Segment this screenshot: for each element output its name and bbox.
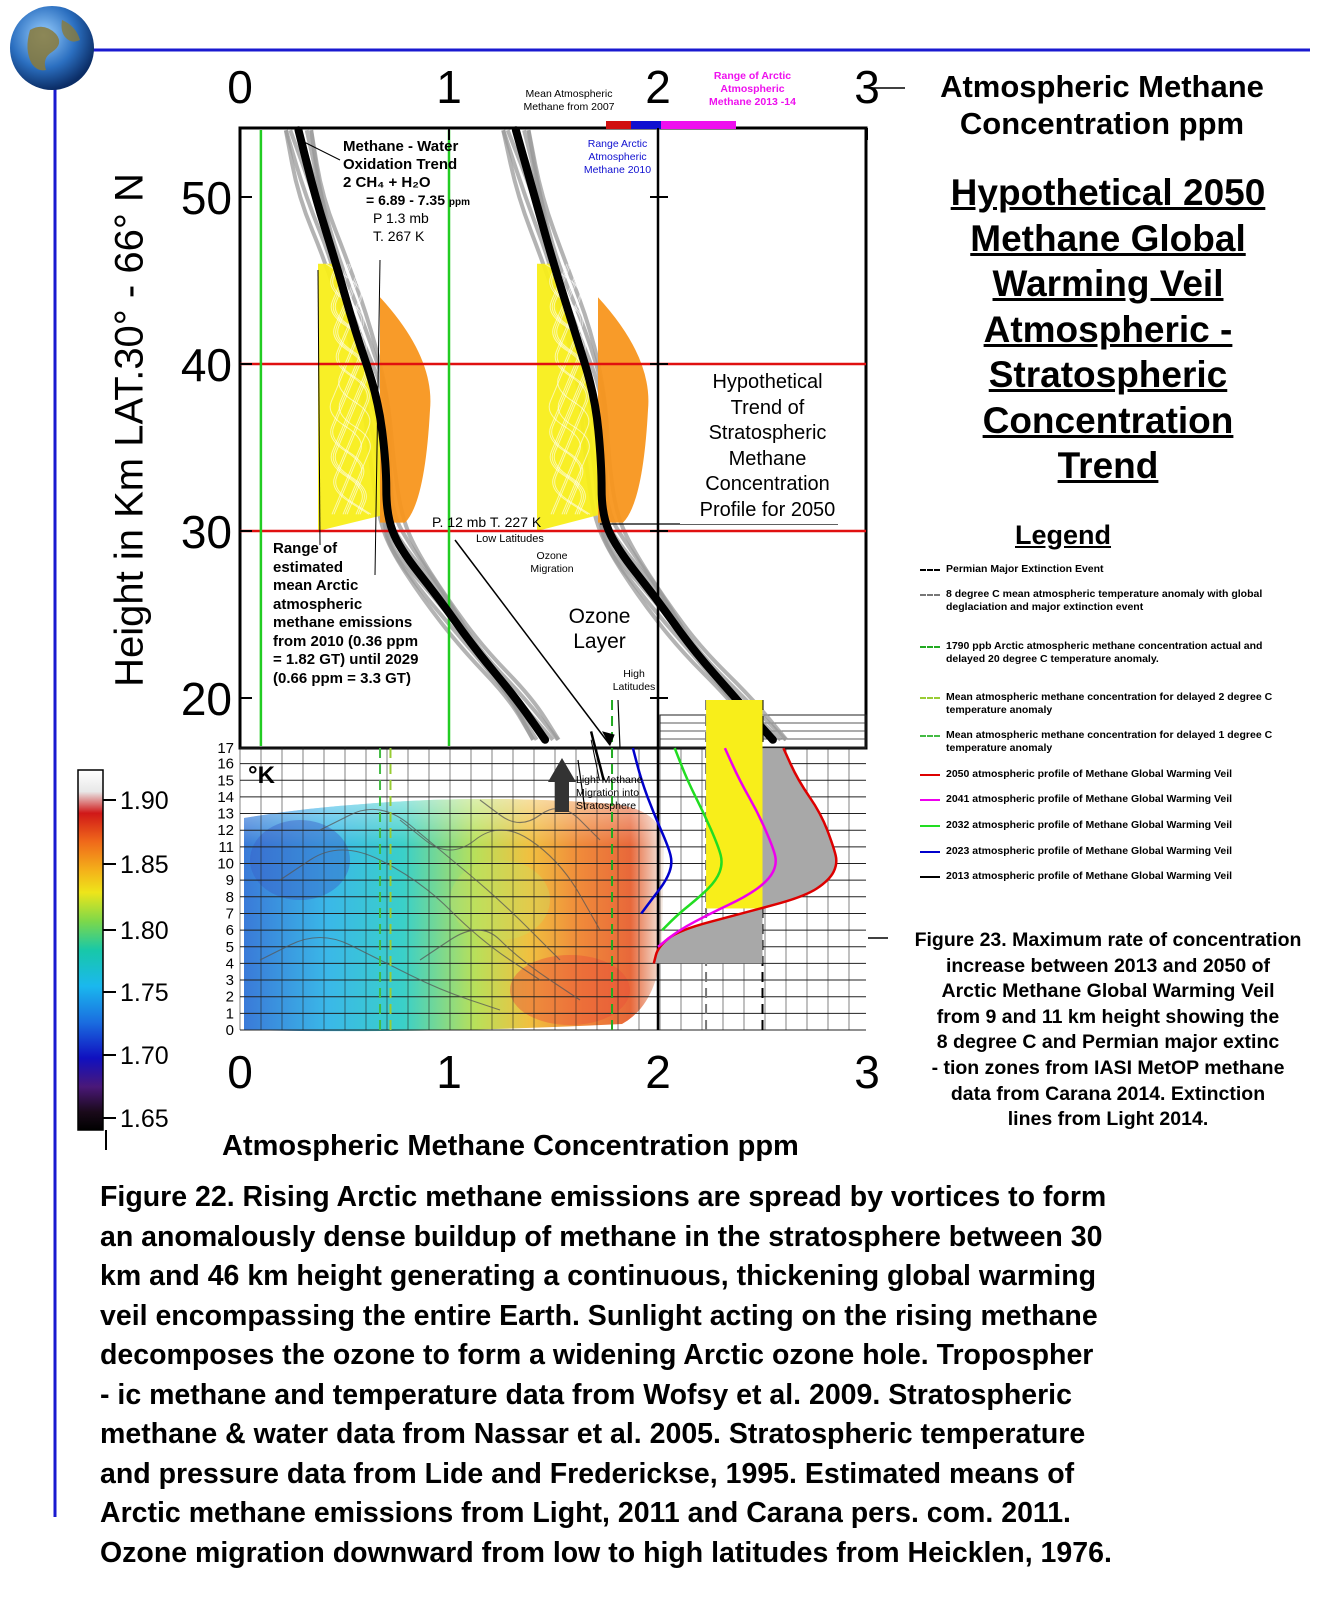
legend-label: 2013 atmospheric profile of Methane Global Warming Veil	[946, 870, 1233, 882]
legend-label: Mean atmospheric methane concentration for delayed 2 degree C temperature anomaly	[946, 691, 1273, 716]
top-axis-label: Atmospheric Methane Concentration ppm	[940, 69, 1264, 141]
caption-line: km and 46 km height generating a continuous, thickening global warming	[100, 1260, 1097, 1292]
caption-line: veil encompassing the entire Earth. Sunlight acting on the rising methane	[100, 1299, 1098, 1332]
caption-line: 8 degree C and Permian major extinc	[936, 1031, 1280, 1054]
legend-item	[946, 729, 1286, 755]
y-minor-tick-label: 16	[217, 755, 234, 773]
legend-swatch	[920, 569, 940, 571]
y-axis-label: Height in Km LAT.30° - 66° N	[107, 173, 152, 687]
legend-label: 2023 atmospheric profile of Methane Global Warming Veil	[946, 845, 1233, 857]
caption-line: lines from Light 2014.	[1007, 1108, 1209, 1131]
caption-line: increase between 2013 and 2050 of	[945, 954, 1271, 977]
title-line: Concentration	[982, 399, 1234, 441]
caption-line: Arctic Methane Global Warming Veil	[941, 980, 1275, 1003]
pressure-mid: P. 12 mb T. 227 K	[432, 514, 542, 530]
y-major-tick-label: 40	[180, 339, 232, 391]
caption-line: decomposes the ozone to form a widening Arctic ozone hole. Tropospher	[100, 1339, 1094, 1371]
top-x-tick-label: 0	[227, 61, 253, 113]
oxidation-title2: Oxidation Trend	[343, 156, 458, 173]
bottom-x-tick-label: 3	[854, 1046, 880, 1098]
title-line: Methane Global	[970, 217, 1246, 259]
y-minor-tick-label: 4	[225, 955, 234, 973]
colorbar-tick-label: 1.85	[120, 851, 169, 879]
trend-line: Concentration	[705, 473, 830, 496]
range-line: mean Arctic	[273, 577, 359, 594]
legend-label: 1790 ppb Arctic atmospheric methane concentration actual and delayed 20 degree C temperature anomaly.	[946, 640, 1263, 665]
colorbar-tick-label: 1.80	[120, 917, 169, 945]
title-line: Warming Veil	[992, 263, 1224, 304]
trend-line: Profile for 2050	[699, 498, 836, 521]
ozone-migration-label: Ozone Migration	[530, 550, 574, 575]
mean-2007-label: Mean Atmospheric Methane from 2007	[523, 88, 615, 113]
globe-icon	[10, 6, 94, 90]
legend-item	[946, 691, 1286, 717]
legend-item	[946, 870, 1286, 883]
y-minor-tick-label: 12	[217, 822, 234, 840]
bottom-x-tick-label: 1	[436, 1046, 462, 1098]
y-major-tick-label: 50	[180, 172, 232, 224]
legend-item	[946, 640, 1286, 666]
oxidation-title: Methane - Water	[343, 138, 459, 155]
y-minor-tick-label: 0	[225, 1022, 234, 1039]
legend-swatch	[920, 774, 940, 776]
y-minor-tick-label: 13	[217, 805, 234, 823]
y-minor-tick-label: 6	[225, 922, 234, 940]
legend-label: 2041 atmospheric profile of Methane Global Warming Veil	[946, 793, 1233, 805]
legend-item	[946, 588, 1286, 614]
legend-swatch	[920, 851, 940, 853]
caption-line: Arctic methane emissions from Light, 2011 and Carana pers. com. 2011.	[100, 1497, 1071, 1529]
high-latitudes-label: High Latitudes	[612, 668, 656, 693]
colorbar-tick-label: 1.70	[120, 1042, 169, 1070]
low-latitudes-label: Low Latitudes	[476, 533, 544, 545]
trend-line: Stratospheric	[708, 422, 827, 445]
caption-line: Ozone migration downward from low to high latitudes from Heicklen, 1976.	[100, 1536, 1112, 1569]
range-line: = 1.82 GT) until 2029	[273, 651, 419, 668]
caption-line: an anomalously dense buildup of methane in the stratosphere between 30	[100, 1220, 1103, 1253]
oxidation-range-value: = 6.89 - 7.35	[366, 192, 446, 208]
trend-line: Trend of	[730, 396, 805, 419]
range-2013-label: Range of Arctic Atmospheric Methane 2013 -14	[709, 70, 796, 108]
legend-item	[946, 563, 1286, 576]
legend-label: 2050 atmospheric profile of Methane Global Warming Veil	[946, 768, 1233, 780]
range-line: Range of	[273, 540, 338, 557]
temperature-top: T. 267 K	[373, 228, 425, 244]
y-minor-tick-label: 14	[217, 788, 234, 806]
legend-item	[946, 793, 1286, 806]
legend-swatch	[920, 825, 940, 827]
bottom-x-tick-label: 0	[227, 1046, 253, 1098]
title-line: Stratospheric	[988, 354, 1228, 395]
title-line: Hypothetical 2050	[950, 172, 1266, 213]
top-range-bars	[606, 121, 736, 129]
caption-line: data from Carana 2014. Extinction	[950, 1082, 1266, 1105]
title-line: Atmospheric -	[983, 308, 1233, 350]
hypothetical-trend-label	[680, 370, 855, 524]
range-line: atmospheric	[273, 595, 363, 613]
legend-label: Permian Major Extinction Event	[946, 563, 1104, 575]
top-x-tick-label: 3	[854, 61, 880, 113]
caption-line: - tion zones from IASI MetOP methane	[931, 1056, 1285, 1079]
figure-23-caption	[888, 928, 1328, 1133]
y-minor-tick-label: 15	[217, 772, 234, 790]
legend-swatch	[920, 735, 940, 737]
legend-label: 8 degree C mean atmospheric temperature anomaly with global deglaciation and major extinction event	[946, 588, 1263, 613]
legend-item	[946, 819, 1286, 832]
y-minor-tick-label: 10	[217, 855, 234, 873]
caption-line: Figure 22. Rising Arctic methane emissions are spread by vortices to form	[100, 1181, 1107, 1213]
y-minor-tick-label: 3	[225, 972, 234, 990]
legend-label: 2032 atmospheric profile of Methane Global Warming Veil	[946, 819, 1233, 831]
range-2010-label: Range Arctic Atmospheric Methane 2010	[583, 138, 652, 176]
range-line: methane emissions	[273, 614, 413, 631]
top-x-tick-label: 1	[436, 61, 462, 113]
y-minor-tick-label: 2	[225, 988, 234, 1006]
kelvin-label: °K	[248, 762, 275, 789]
legend-swatch	[920, 697, 940, 699]
y-major-tick-label: 20	[180, 673, 232, 725]
range-estimated-label	[273, 540, 453, 688]
pressure-top: P 1.3 mb	[373, 210, 429, 226]
y-minor-tick-label: 5	[225, 938, 234, 956]
legend-item	[946, 845, 1286, 858]
range-line: estimated	[273, 558, 344, 576]
oxidation-unit: ppm	[448, 197, 471, 208]
legend-swatch	[920, 876, 940, 878]
caption-line: Figure 23. Maximum rate of concentration	[914, 929, 1302, 951]
colorbar-tick-label: 1.65	[120, 1105, 169, 1133]
top-x-tick-label: 2	[645, 61, 671, 113]
colorbar-ticks	[103, 787, 169, 1150]
y-minor-tick-label: 17	[217, 740, 234, 758]
legend-label: Mean atmospheric methane concentration for delayed 1 degree C temperature anomaly	[946, 729, 1273, 754]
caption-line: and pressure data from Lide and Fredericksе, 1995. Estimated means of	[100, 1457, 1075, 1490]
colorbar	[78, 770, 103, 1130]
colorbar-tick-label: 1.90	[120, 787, 169, 815]
legend-swatch	[920, 594, 940, 596]
colorbar-tick-label: 1.75	[120, 979, 169, 1007]
legend-swatch	[920, 646, 940, 648]
trend-line: Hypothetical	[712, 371, 823, 393]
title-line: Trend	[1057, 445, 1159, 486]
oxidation-formula: 2 CH₄ + H₂O	[343, 174, 431, 191]
x-axis-label: Atmospheric Methane Concentration ppm	[222, 1130, 799, 1162]
legend-title: Legend	[1015, 520, 1112, 550]
y-minor-tick-label: 9	[225, 872, 234, 890]
legend-swatch	[920, 799, 940, 801]
trend-line: Methane	[728, 447, 807, 470]
caption-line: methane & water data from Nassar et al. 2005. Stratospheric temperature	[100, 1418, 1086, 1450]
caption-line: from 9 and 11 km height showing the	[936, 1005, 1280, 1028]
range-line: (0.66 ppm = 3.3 GT)	[273, 669, 411, 687]
y-minor-tick-label: 11	[218, 838, 234, 856]
caption-line: - ic methane and temperature data from Wofsy et al. 2009. Stratospheric	[100, 1378, 1072, 1411]
y-minor-tick-label: 8	[225, 888, 234, 906]
ozone-layer-label: Ozone Layer	[568, 605, 631, 653]
legend-item	[946, 768, 1286, 781]
figure-22-caption	[100, 1178, 1300, 1573]
y-minor-tick-label: 7	[225, 905, 234, 923]
light-methane-label: Light Methane Migration into Stratosphere	[576, 774, 643, 812]
y-major-tick-label: 30	[180, 506, 232, 558]
y-minor-tick-label: 1	[225, 1005, 234, 1023]
range-line: from 2010 (0.36 ppm	[273, 632, 419, 650]
bottom-x-tick-label: 2	[645, 1046, 671, 1098]
chart-title	[928, 170, 1288, 489]
